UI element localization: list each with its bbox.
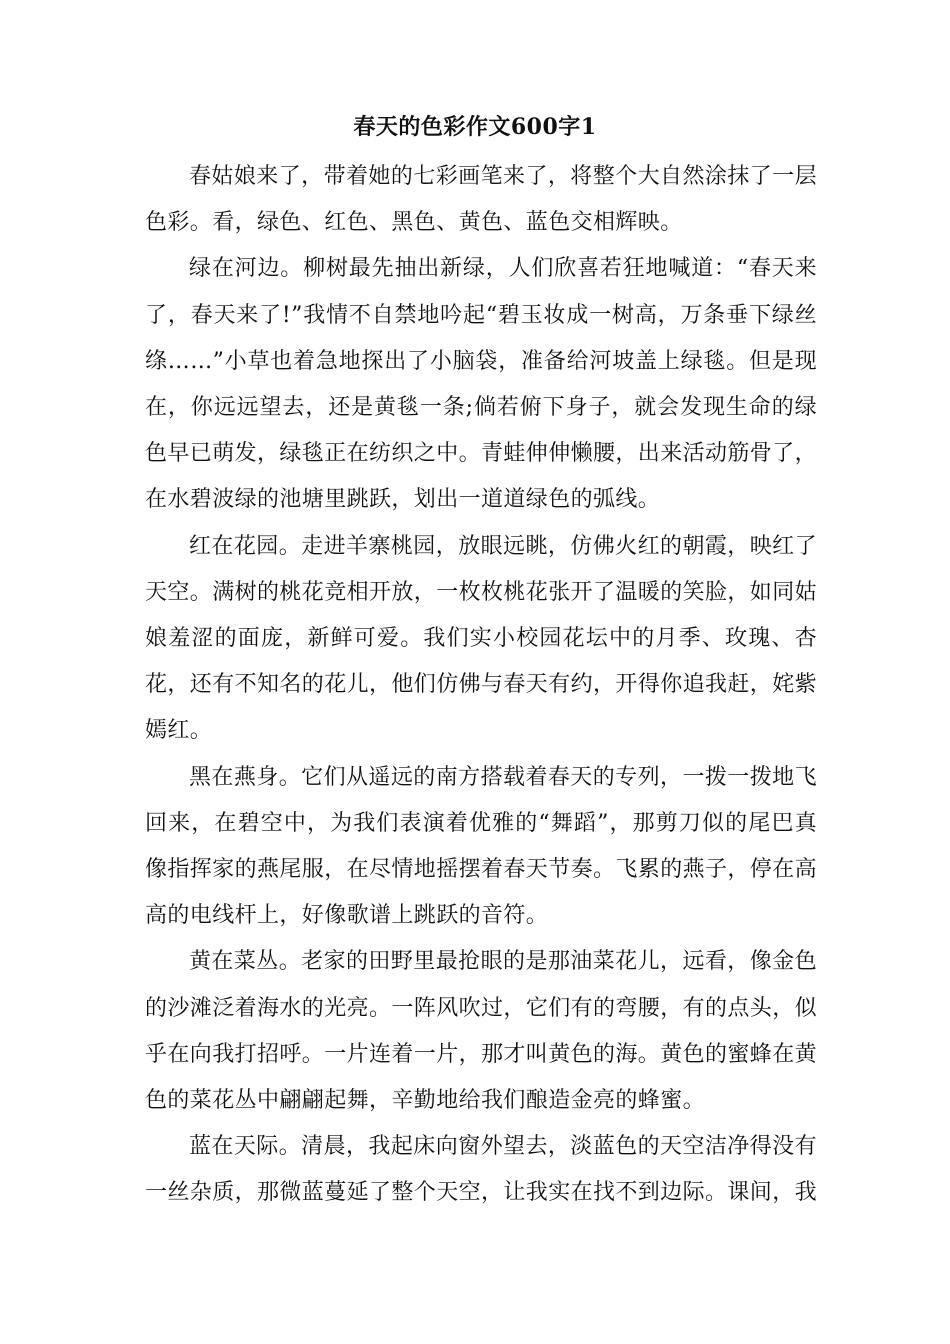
paragraph-blue: 蓝在天际。清晨，我起床向窗外望去，淡蓝色的天空洁净得没有一丝杂质，那微蓝蔓延了整个天空，让我实在找不到边际。课间，我 — [145, 1134, 818, 1206]
document-title: 春天的色彩作文600字1 — [353, 114, 597, 140]
document-body — [145, 154, 817, 1217]
paragraph-red: 红在花园。走进羊寨桃园，放眼远眺，仿佛火红的朝霞，映红了天空。满树的桃花竞相开放，一枚枚桃花张开了温暖的笑脸，如同姑娘羞涩的面庞，新鲜可爱。我们实小校园花坛中的月季、玫瑰、杏花，还有不知名的花儿，他们仿佛与春天有约，开得你追我赶，姹紫嫣红。 — [145, 533, 818, 744]
paragraph-intro: 春姑娘来了，带着她的七彩画笔来了，将整个大自然涂抹了一层色彩。看，绿色、红色、黑色、黄色、蓝色交相辉映。 — [145, 164, 817, 236]
paragraph-yellow: 黄在菜丛。老家的田野里最抢眼的是那油菜花儿，远看，像金色的沙滩泛着海水的光亮。一阵风吹过，它们有的弯腰，有的点头，似乎在向我打招呼。一片连着一片，那才叫黄色的海。黄色的蜜蜂在黄色的菜花丛中翩翩起舞，辛勤地给我们酿造金亮的蜂蜜。 — [145, 949, 818, 1114]
paragraph-green: 绿在河边。柳树最先抽出新绿，人们欣喜若狂地喊道：“春天来了，春天来了!”我情不自禁地吟起“碧玉妆成一树高，万条垂下绿丝绦……”小草也着急地探出了小脑袋，准备给河坡盖上绿毯。但是现在，你远远望去，还是黄毯一条;倘若俯下身子，就会发现生命的绿色早已萌发，绿毯正在纺织之中。青蛙伸伸懒腰，出来活动筋骨了，在水碧波绿的池塘里跳跃，划出一道道绿色的弧线。 — [145, 256, 818, 513]
paragraph-black: 黑在燕身。它们从遥远的南方搭载着春天的专列，一拨一拨地飞回来，在碧空中，为我们表演着优雅的“舞蹈”，那剪刀似的尾巴真像指挥家的燕尾服，在尽情地摇摆着春天节奏。飞累的燕子，停在高高的电线杆上，好像歌谱上跳跃的音符。 — [145, 764, 818, 929]
